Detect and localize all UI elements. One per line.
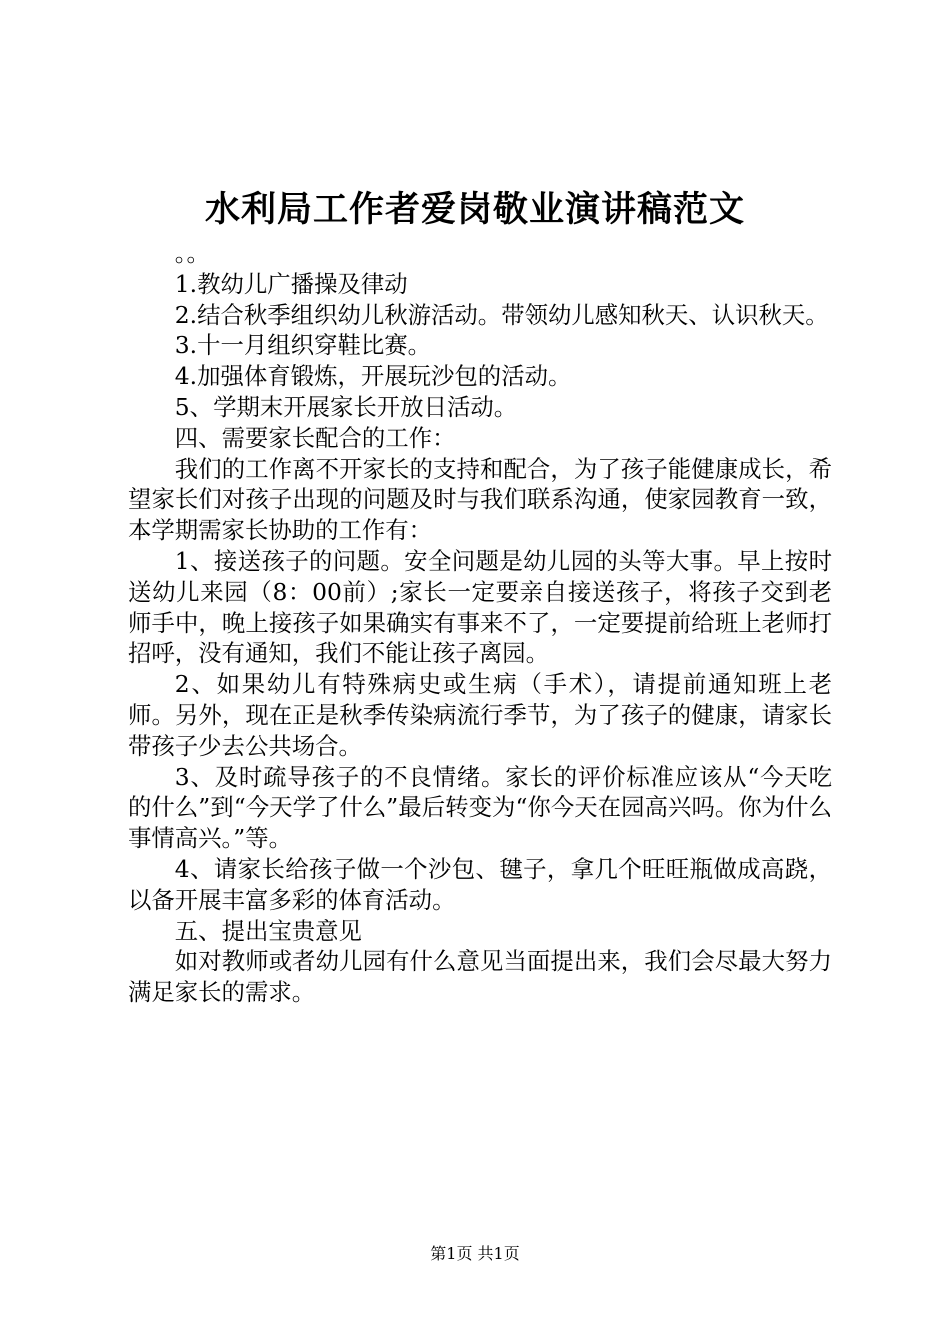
paragraph: 5、学期末开展家长开放日活动。 [174,392,518,421]
page-footer: 第1页 共1页 [430,1244,520,1263]
paragraph: 3、及时疏导孩子的不良情绪。家长的评价标准应该从“今天吃的什么”到“今天学了什么”最后转变为“你今天在园高兴吗。你为什么事情高兴。”等。 [128,762,832,853]
paragraph: 2.结合秋季组织幼儿秋游活动。带领幼儿感知秋天、认识秋天。 [174,300,829,329]
section-heading: 五、提出宝贵意见 [174,916,362,945]
paragraph: 4、请家长给孩子做一个沙包、毽子，拿几个旺旺瓶做成高跷，以备开展丰富多彩的体育活动。 [128,854,832,914]
paragraph: 4.加强体育锻炼，开展玩沙包的活动。 [174,362,572,391]
paragraph: 2、如果幼儿有特殊病史或生病（手术），请提前通知班上老师。另外，现在正是秋季传染病流行季节，为了孩子的健康，请家长带孩子少去公共场合。 [128,670,832,760]
paragraph: 1、接送孩子的问题。安全问题是幼儿园的头等大事。早上按时送幼儿来园（8：00前）;家长一定要亲自接送孩子，将孩子交到老师手中，晚上接孩子如果确实有事来不了，一定要提前给班上老师打招呼，没有通知，我们不能让孩子离园。 [128,546,832,668]
document-title: 水利局工作者爱岗敬业演讲稿范文 [204,189,745,230]
paragraph: 我们的工作离不开家长的支持和配合，为了孩子能健康成长，希望家长们对孩子出现的问题及时与我们联系沟通，使家园教育一致，本学期需家长协助的工作有： [128,454,832,545]
paragraph: 1.教幼儿广播操及律动 [174,269,408,298]
paragraph: 3.十一月组织穿鞋比赛。 [174,331,432,360]
section-heading: 四、需要家长配合的工作： [174,423,456,452]
paragraph: 。。 [174,239,210,267]
paragraph: 如对教师或者幼儿园有什么意见当面提出来，我们会尽最大努力满足家长的需求。 [128,947,832,1007]
document-body [128,238,832,1008]
